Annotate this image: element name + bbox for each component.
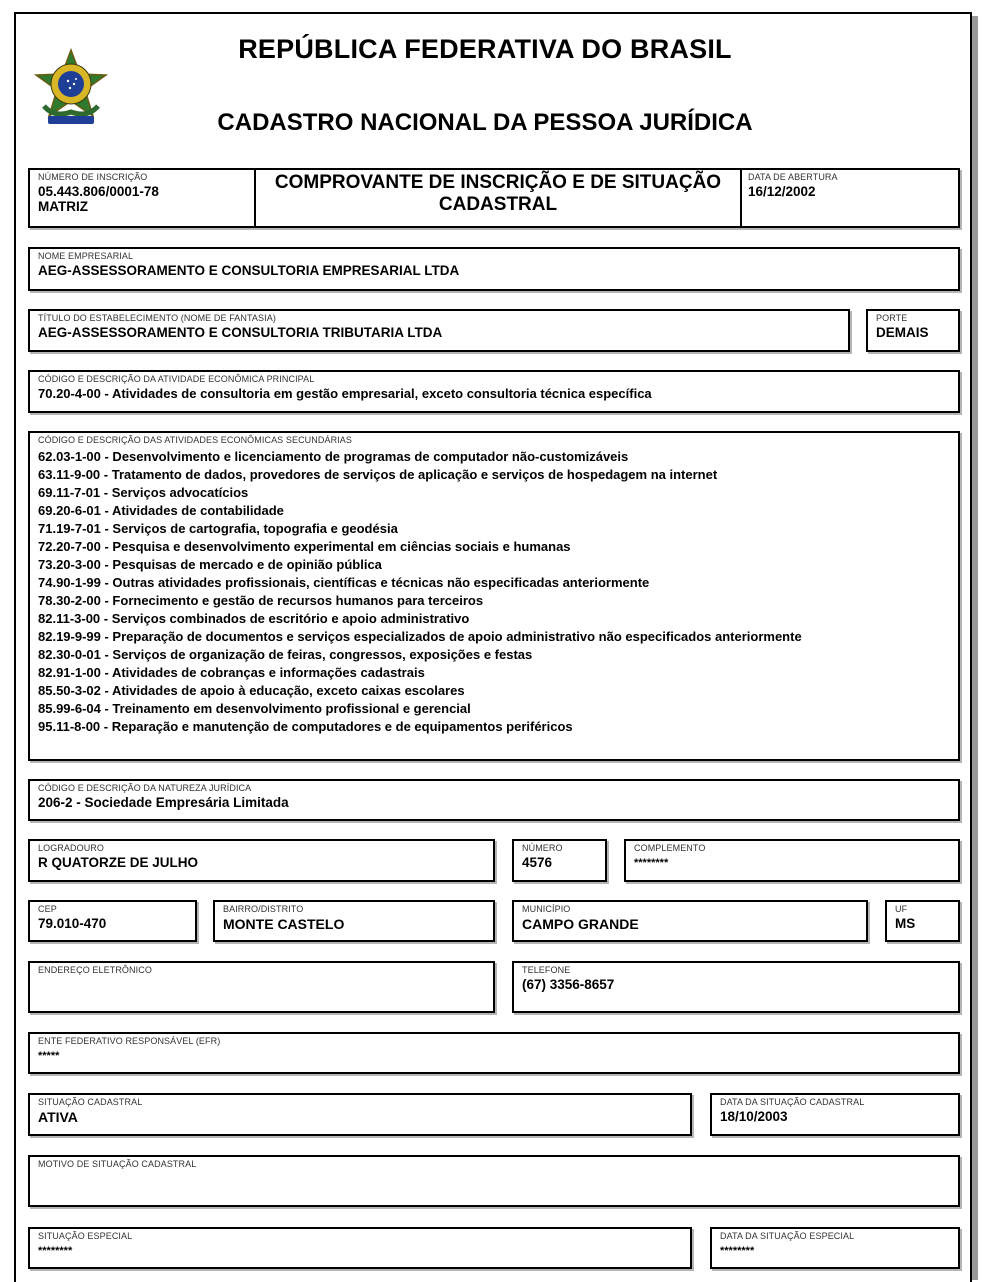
legal-nature-label: CÓDIGO E DESCRIÇÃO DA NATUREZA JURÍDICA xyxy=(38,783,252,793)
secondary-activities-box xyxy=(28,431,960,761)
district-label: BAIRRO/DISTRITO xyxy=(223,904,304,914)
special-label: SITUAÇÃO ESPECIAL xyxy=(38,1231,133,1241)
secondary-activity-item: 74.90-1-99 - Outras atividades profissionais, científicas e técnicas não especificadas anteriormente xyxy=(38,575,650,590)
secondary-activity-item: 82.91-1-00 - Atividades de cobranças e informações cadastrais xyxy=(38,665,425,680)
secondary-activities-list xyxy=(38,448,952,736)
address-number: 4576 xyxy=(522,855,553,870)
special-date-label: DATA DA SITUAÇÃO ESPECIAL xyxy=(720,1231,855,1241)
address-number-label: NÚMERO xyxy=(522,843,563,853)
efr-label: ENTE FEDERATIVO RESPONSÁVEL (EFR) xyxy=(38,1036,221,1046)
special-date: ******** xyxy=(720,1245,755,1257)
main-activity: 70.20-4-00 - Atividades de consultoria em gestão empresarial, exceto consultoria técnica específica xyxy=(38,386,652,401)
document-title xyxy=(254,170,742,226)
main-activity-box xyxy=(28,370,960,413)
status-reason-label: MOTIVO DE SITUAÇÃO CADASTRAL xyxy=(38,1159,197,1169)
legal-nature-box xyxy=(28,779,960,821)
status-date-label: DATA DA SITUAÇÃO CADASTRAL xyxy=(720,1097,865,1107)
company-size-label: PORTE xyxy=(876,313,908,323)
secondary-activity-item: 78.30-2-00 - Fornecimento e gestão de recursos humanos para terceiros xyxy=(38,593,484,608)
uf: MS xyxy=(895,916,916,931)
registration-number: 05.443.806/0001-78 xyxy=(38,184,159,199)
email-label: ENDEREÇO ELETRÔNICO xyxy=(38,965,152,975)
secondary-activity-item: 63.11-9-00 - Tratamento de dados, provedores de serviços de aplicação e serviços de hospedagem na internet xyxy=(38,467,718,482)
cep: 79.010-470 xyxy=(38,916,107,931)
secondary-activity-item: 69.11-7-01 - Serviços advocatícios xyxy=(38,485,249,500)
status-date: 18/10/2003 xyxy=(720,1109,788,1124)
company-size: DEMAIS xyxy=(876,325,929,340)
secondary-activity-item: 82.30-0-01 - Serviços de organização de feiras, congressos, exposições e festas xyxy=(38,647,533,662)
registration-number-label: NÚMERO DE INSCRIÇÃO xyxy=(38,172,148,182)
secondary-activities-label: CÓDIGO E DESCRIÇÃO DAS ATIVIDADES ECONÔMICAS SECUNDÁRIAS xyxy=(38,435,352,445)
status: ATIVA xyxy=(38,1109,78,1125)
status-label: SITUAÇÃO CADASTRAL xyxy=(38,1097,143,1107)
phone-box xyxy=(512,961,960,1013)
district-box xyxy=(213,900,495,942)
page-subtitle: CADASTRO NACIONAL DA PESSOA JURÍDICA xyxy=(217,109,753,136)
special: ******** xyxy=(38,1245,73,1257)
uf-box xyxy=(885,900,960,942)
trade-name-box xyxy=(28,309,850,352)
secondary-activity-item: 85.50-3-02 - Atividades de apoio à educação, exceto caixas escolares xyxy=(38,683,465,698)
secondary-activity-item: 82.19-9-99 - Preparação de documentos e serviços especializados de apoio administrativo não especificados anteriormente xyxy=(38,629,802,644)
secondary-activity-item: 72.20-7-00 - Pesquisa e desenvolvimento experimental em ciências sociais e humanas xyxy=(38,539,571,554)
main-activity-label: CÓDIGO E DESCRIÇÃO DA ATIVIDADE ECONÔMICA PRINCIPAL xyxy=(38,374,315,384)
cep-box xyxy=(28,900,197,942)
trade-name: AEG-ASSESSORAMENTO E CONSULTORIA TRIBUTARIA LTDA xyxy=(38,325,443,340)
special-date-box xyxy=(710,1227,960,1269)
status-box xyxy=(28,1093,692,1136)
brazil-coat-of-arms-icon xyxy=(34,48,108,130)
city-box xyxy=(512,900,868,942)
opening-date-label: DATA DE ABERTURA xyxy=(748,172,838,182)
street-box xyxy=(28,839,495,882)
secondary-activity-item: 71.19-7-01 - Serviços de cartografia, topografia e geodésia xyxy=(38,521,398,536)
secondary-activity-item: 73.20-3-00 - Pesquisas de mercado e de opinião pública xyxy=(38,557,382,572)
trade-name-label: TÍTULO DO ESTABELECIMENTO (NOME DE FANTASIA) xyxy=(38,313,276,323)
district: MONTE CASTELO xyxy=(223,916,345,932)
city-label: MUNICÍPIO xyxy=(522,904,571,914)
secondary-activity-item: 69.20-6-01 - Atividades de contabilidade xyxy=(38,503,284,518)
cep-label: CEP xyxy=(38,904,57,914)
registration-box xyxy=(28,168,960,228)
complement-label: COMPLEMENTO xyxy=(634,843,706,853)
secondary-activity-item: 82.11-3-00 - Serviços combinados de escritório e apoio administrativo xyxy=(38,611,470,626)
status-date-box xyxy=(710,1093,960,1136)
street: R QUATORZE DE JULHO xyxy=(38,855,199,870)
complement: ******** xyxy=(634,857,669,869)
email-box xyxy=(28,961,495,1013)
phone-label: TELEFONE xyxy=(522,965,571,975)
complement-box xyxy=(624,839,960,882)
legal-nature: 206-2 - Sociedade Empresária Limitada xyxy=(38,795,289,810)
page-title: REPÚBLICA FEDERATIVA DO BRASIL xyxy=(238,34,732,64)
company-name: AEG-ASSESSORAMENTO E CONSULTORIA EMPRESARIAL LTDA xyxy=(38,263,460,278)
registration-type: MATRIZ xyxy=(38,199,88,214)
efr: ***** xyxy=(38,1050,60,1062)
document-title-line1: COMPROVANTE DE INSCRIÇÃO E DE SITUAÇÃO xyxy=(274,172,722,193)
address-number-box xyxy=(512,839,607,882)
status-reason-box xyxy=(28,1155,960,1207)
company-name-box xyxy=(28,247,960,291)
secondary-activity-item: 62.03-1-00 - Desenvolvimento e licenciamento de programas de computador não-customizáveis xyxy=(38,449,629,464)
city: CAMPO GRANDE xyxy=(522,916,639,932)
street-label: LOGRADOURO xyxy=(38,843,105,853)
secondary-activity-item: 85.99-6-04 - Treinamento em desenvolvimento profissional e gerencial xyxy=(38,701,471,716)
document-title-line2: CADASTRAL xyxy=(438,194,558,215)
secondary-activity-item: 95.11-8-00 - Reparação e manutenção de computadores e de equipamentos periféricos xyxy=(38,719,573,734)
company-size-box xyxy=(866,309,960,352)
efr-box xyxy=(28,1032,960,1074)
company-name-label: NOME EMPRESARIAL xyxy=(38,251,134,261)
special-box xyxy=(28,1227,692,1269)
phone: (67) 3356-8657 xyxy=(522,977,615,992)
uf-label: UF xyxy=(895,904,908,914)
page-shadow xyxy=(972,16,978,1280)
opening-date: 16/12/2002 xyxy=(748,184,816,199)
